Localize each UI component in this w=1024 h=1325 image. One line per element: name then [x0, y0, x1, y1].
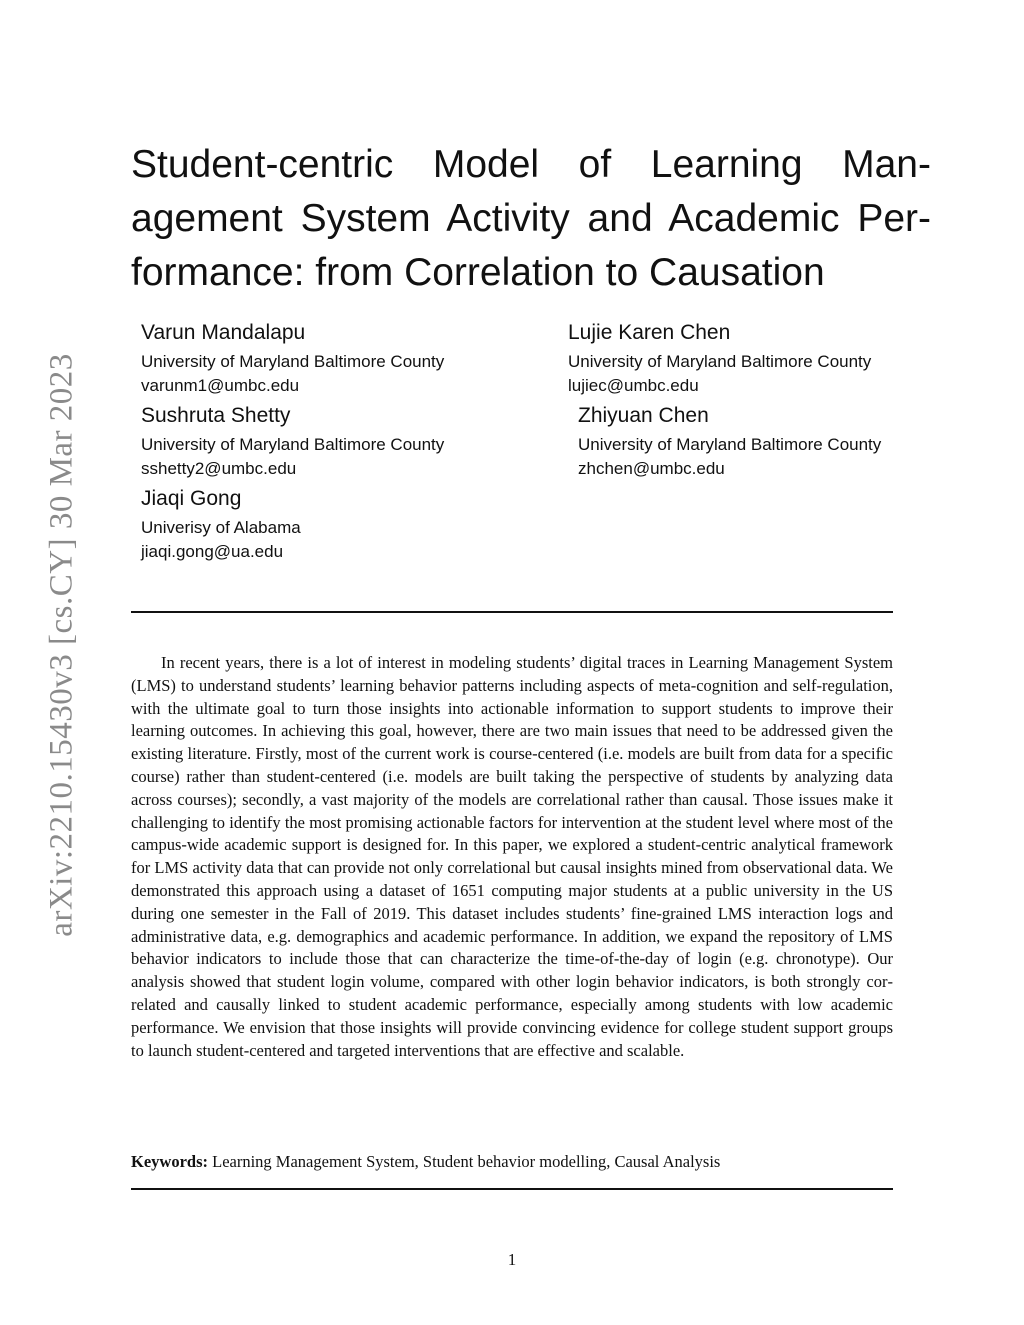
keywords-label: Keywords:: [131, 1152, 208, 1171]
author-affiliation: University of Maryland Baltimore County: [568, 352, 872, 371]
author-block: [141, 320, 444, 398]
author-name: Sushruta Shetty: [141, 404, 291, 427]
author-email: zhchen@umbc.edu: [578, 459, 725, 478]
author-affiliation: University of Maryland Baltimore County: [578, 435, 882, 454]
author-affiliation: Univerisy of Alabama: [141, 518, 301, 537]
abstract-text: In recent years, there is a lot of interest in modeling students’ digital traces in Learning Management System (LMS) to understand students’ learning behavior patterns including aspects of meta-cognition and self-regulation, with the ultimate goal to turn those insights into actionable information to support students to improve their learning outcomes. In achieving this goal, however, there are two main issues that need to be addressed given the existing literature. Firstly, most of the current work is course-centered (i.e. models are built from data for a specific course) rather than student-centered (i.e. models are built taking the perspective of students by analyzing data across courses); secondly, a vast majority of the models are correlational rather than causal. Those issues make it challenging to identify the most promising actionable factors for intervention at the student level where most of the campus-wide academic support is designed for. In this paper, we explored a student-centric analytical framework for LMS activity data that can provide not only correlational but causal insights mined from observational data. We demonstrated this approach using a dataset of 1651 computing major students at a public university in the US during one semester in the Fall of 2019. This dataset includes students’ fine-grained LMS interaction logs and administrative data, e.g. demographics and academic performance. In addition, we expand the repository of LMS behavior indicators to include those that can characterize the time-of-the-day of login (e.g. chronotype). Our analysis showed that student login volume, compared with other login behavior indicators, is both strongly correlated and causally linked to student academic performance, especially among students with low academic performance. We envision that those insights will provide convincing evidence for college student support groups to launch student-centered and targeted interventions that are effective and scalable.: [131, 653, 893, 1060]
author-name: Zhiyuan Chen: [578, 404, 709, 427]
author-name: Jiaqi Gong: [141, 487, 242, 510]
author-email: sshetty2@umbc.edu: [141, 459, 297, 478]
keywords-text: Learning Management System, Student behavior modelling, Causal Analysis: [212, 1152, 721, 1171]
author-block: [141, 403, 444, 481]
author-affiliation: University of Maryland Baltimore County: [141, 352, 445, 371]
author-email: lujiec@umbc.edu: [568, 376, 699, 395]
abstract: [131, 652, 893, 1062]
page-number: 1: [507, 1250, 517, 1269]
title-line: Student-centric Model of Learning Man-: [131, 143, 931, 186]
bottom-rule: [131, 1188, 893, 1190]
paper-title: [131, 138, 931, 300]
author-name: Lujie Karen Chen: [568, 321, 731, 344]
author-block: [578, 403, 881, 481]
author-block: [141, 486, 301, 564]
author-name: Varun Mandalapu: [141, 321, 306, 344]
author-affiliation: University of Maryland Baltimore County: [141, 435, 445, 454]
title-line: formance: from Correlation to Causation: [131, 251, 825, 294]
author-block: [568, 320, 871, 398]
top-rule: [131, 611, 893, 613]
arxiv-identifier: arXiv:2210.15430v3 [cs.CY] 30 Mar 2023: [43, 353, 80, 937]
keywords-line: [131, 1151, 893, 1174]
author-email: jiaqi.gong@ua.edu: [141, 542, 284, 561]
title-line: agement System Activity and Academic Per-: [131, 197, 931, 240]
author-email: varunm1@umbc.edu: [141, 376, 300, 395]
